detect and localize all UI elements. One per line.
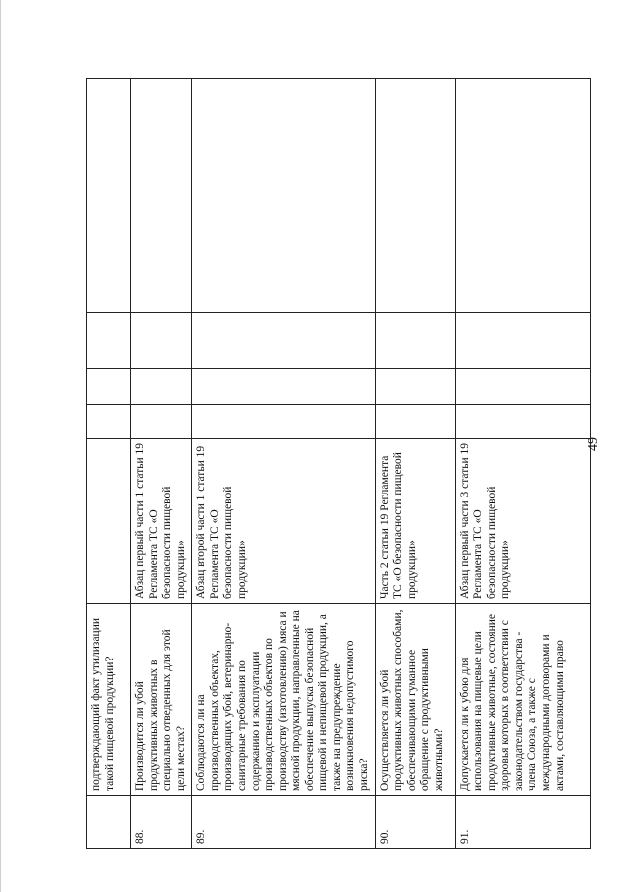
answer-na-cell (375, 313, 455, 369)
answer-yes-cell (455, 405, 590, 439)
answer-yes-cell (87, 405, 131, 439)
notes-cell (87, 79, 131, 313)
reference-cell: Абзац первый части 3 статьи 19 Регламента ТС «О безопасности пищевой продукции» (455, 439, 590, 604)
answer-yes-cell (131, 405, 192, 439)
question-cell: Производится ли убой продуктивных животных в специально отведенных для этой цели местах? (131, 604, 192, 796)
question-cell: подтверждающий факт утилизации такой пищевой продукции? (87, 604, 131, 796)
table-row (455, 79, 590, 849)
table-row (87, 79, 131, 849)
answer-no-cell (375, 369, 455, 405)
row-number: 88. (131, 796, 192, 849)
answer-no-cell (455, 369, 590, 405)
checklist-table-container (86, 79, 583, 849)
answer-yes-cell (192, 405, 375, 439)
notes-cell (455, 79, 590, 313)
answer-na-cell (87, 313, 131, 369)
notes-cell (131, 79, 192, 313)
table-row (375, 79, 455, 849)
checklist-table (86, 78, 591, 849)
reference-cell: Часть 2 статьи 19 Регламента ТС «О безопасности пищевой продукции» (375, 439, 455, 604)
answer-na-cell (131, 313, 192, 369)
page-number: 49 (586, 437, 601, 451)
notes-cell (192, 79, 375, 313)
row-number (87, 796, 131, 849)
row-number: 89. (192, 796, 375, 849)
answer-no-cell (87, 369, 131, 405)
table-row (192, 79, 375, 849)
question-cell: Допускается ли к убою для использования на пищевые цели продуктивные животные, состояние здоровья которых в соответствии с законодательством государства - члена Союза, а также с международными договорами и актами, составляющими право (455, 604, 590, 796)
answer-na-cell (455, 313, 590, 369)
answer-no-cell (192, 369, 375, 405)
reference-cell: Абзац первый части 1 статьи 19 Регламента ТС «О безопасности пищевой продукции» (131, 439, 192, 604)
row-number: 91. (455, 796, 590, 849)
row-number: 90. (375, 796, 455, 849)
question-cell: Соблюдаются ли на производственных объектах, производящих убой, ветеринарно-санитарные требования по содержанию и эксплуатации производственных объектов по производству (изготовлению) мяса и мясной продукции, направленные на обеспечение выпуска безопасной пищевой и непищевой продукции, а также на предупреждение возникновения недопустимого риска? (192, 604, 375, 796)
table-row (131, 79, 192, 849)
reference-cell: Абзац второй части 1 статьи 19 Регламента ТС «О безопасности пищевой продукции» (192, 439, 375, 604)
reference-cell (87, 439, 131, 604)
question-cell: Осуществляется ли убой продуктивных животных способами, обеспечивающими гуманное обращение с продуктивными животными? (375, 604, 455, 796)
answer-no-cell (131, 369, 192, 405)
answer-yes-cell (375, 405, 455, 439)
answer-na-cell (192, 313, 375, 369)
notes-cell (375, 79, 455, 313)
rotated-table-layer (86, 79, 583, 849)
